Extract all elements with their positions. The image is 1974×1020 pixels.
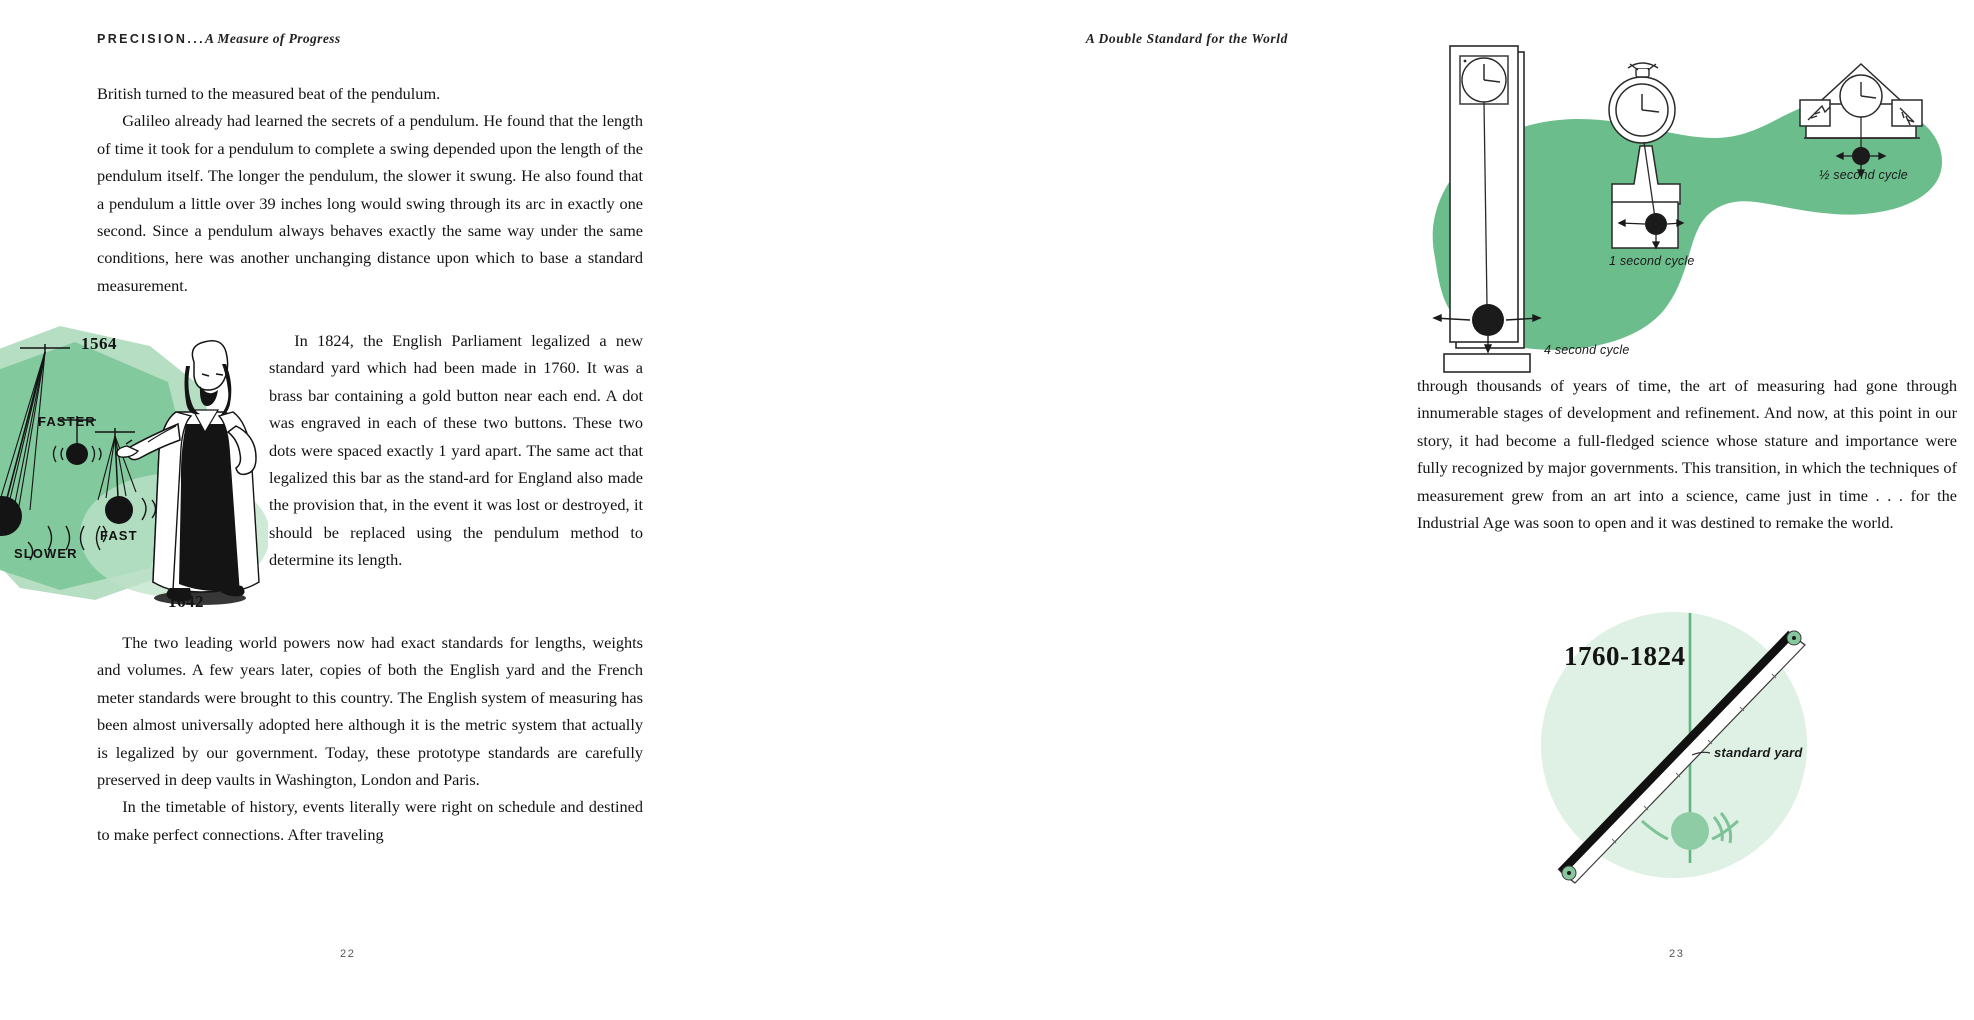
paragraph: through thousands of years of time, the art of measuring had gone through innumerable stages of development and refinement. And now, at this point in our story, it had become a full-fledged science whose stature and importance were fully recognized by major governments. This transition, in which the techniques of measurement grew from an art into a science, came just in time . . . for the Industrial Age was soon to open and it was destined to remake the world. [1417,376,1957,533]
running-head-right: A Double Standard for the World [1085,31,1288,46]
page-number-left: 22 [340,948,356,960]
cycle-label-half-second: ½ second cycle [1819,168,1908,182]
page-left [0,0,669,1020]
paragraph: The two leading world powers now had exact standards for lengths, weights and volumes. A few years later, copies of both the English yard and the French meter standards were brought to this country. The English system of measuring has been almost universally adopted here although it is the metric system that actually is legalized by our government. Today, these prototype standards are carefully preserved in deep vaults in Washington, London and Paris. [97,633,643,790]
pendulum-label-slower: SLOWER [14,546,78,561]
running-head-ellipsis: ... [187,32,205,46]
page-number-right: 23 [1669,948,1685,960]
figure-date-1642: 1642 [168,592,204,611]
figure-date-1564: 1564 [81,334,117,353]
body-text-left-wrapped [269,327,643,574]
figure-pendulum-cycles [1414,42,1974,372]
body-text-right [1417,372,1957,536]
paragraph: In 1824, the English Parliament legalized a new standard yard which had been made in 1760. It was a brass bar containing a gold button near each end. A dot was engraved in each of these two buttons. These two dots were spaced exactly 1 yard apart. The same act that legalized this bar as the stand-ard for England also made the provision that, in the event it was lost or destroyed, it should be replaced using the pendulum method to determine its length. [269,331,643,570]
running-head-title: PRECISION [97,32,188,46]
paragraph: British turned to the measured beat of the pendulum. [97,84,441,103]
running-head-left [97,31,341,47]
figure-galileo-pendulums [0,320,268,630]
paragraph: Galileo already had learned the secrets of a pendulum. He found that the length of time it took for a pendulum to complete a swing depended upon the length of the pendulum itself. The longer the pendulum, the slower it swung. He also found that a pendulum a little over 39 inches long would swing through its arc in exactly one second. Since a pendulum always behaves exactly the same way under the same conditions, here was another unchanging distance upon which to base a standard measurement. [97,111,643,295]
page-right [669,0,1957,1020]
figure-date-1760-1824: 1760-1824 [1564,641,1686,671]
paragraph: In the timetable of history, events literally were right on schedule and destined to make perfect connections. After traveling [97,797,643,844]
cycle-label-1-second: 1 second cycle [1609,254,1695,268]
cycle-label-4-second: 4 second cycle [1544,343,1630,357]
body-text-left-top [97,80,643,299]
pendulum-label-fast: FAST [100,528,138,543]
figure-standard-yard [1524,605,1854,905]
callout-standard-yard: standard yard [1714,745,1803,760]
running-head-subtitle: A Measure of Progress [205,31,341,46]
body-text-left-bottom [97,629,643,848]
pendulum-label-faster: FASTER [38,414,96,429]
